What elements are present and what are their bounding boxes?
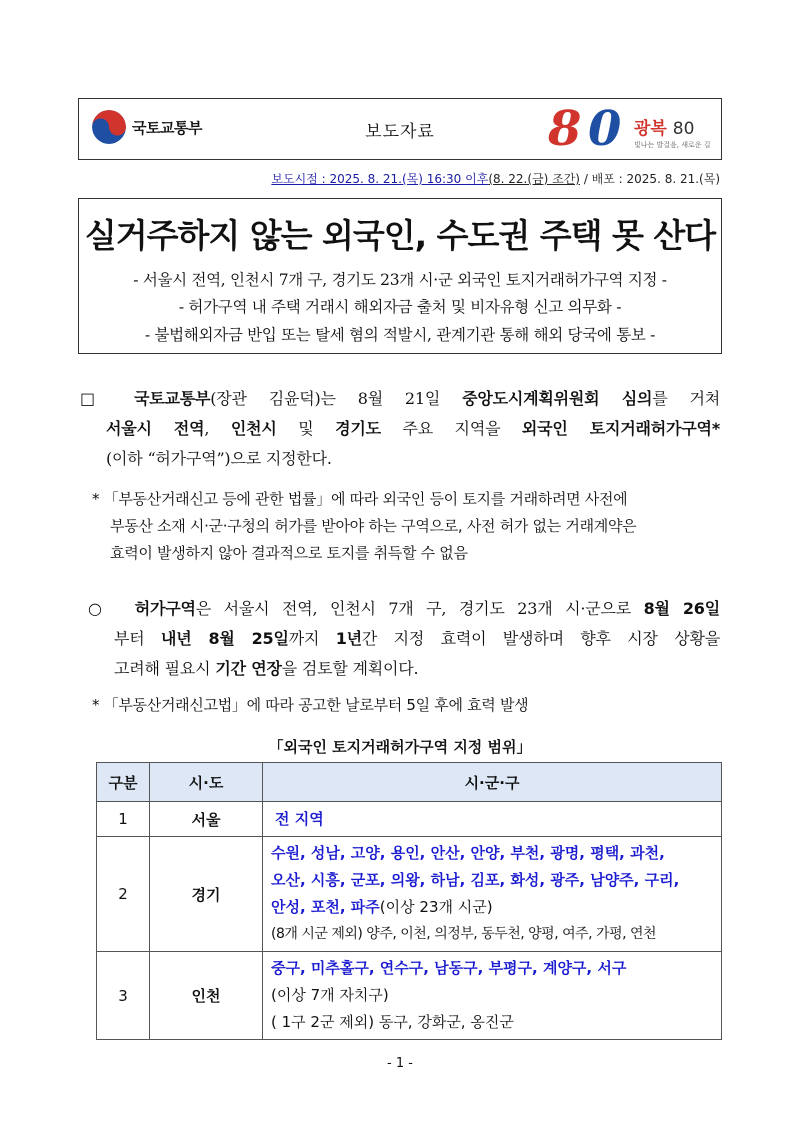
row-no: 1	[97, 802, 150, 837]
ministry-name: 국토교통부	[132, 118, 202, 137]
liberation-80-logo	[548, 100, 718, 158]
table-header-row	[97, 763, 722, 802]
logo-8-glyph: 8	[548, 101, 582, 157]
row-districts: 수원, 성남, 고양, 용인, 안산, 안양, 부천, 광명, 평택, 과천, 오산, 시흥, 군포, 의왕, 하남, 김포, 화성, 광주, 남양주, 구리, 안성, 포천, 파주(이상 23개 시군) (8개 시군 제외) 양주, 이천, 의정부, 동두천, 양평, 여주, 가평, 연천	[263, 837, 722, 952]
row-no: 3	[97, 952, 150, 1040]
subtitle-1: - 서울시 전역, 인천시 7개 구, 경기도 23개 시·군 외국인 토지거래허가구역 지정 -	[133, 271, 667, 289]
footnote-1: * 「부동산거래신고 등에 관한 법률」에 따라 외국인 등이 토지를 거래하려면 사전에 부동산 소재 시·군·구청의 허가를 받아야 하는 구역으로, 사전 허가 없는 거래계약은 효력이 발생하지 않아 결과적으로 토지를 취득할 수 없음	[92, 490, 637, 562]
page-number: - 1 -	[387, 1056, 413, 1071]
page-title: 실거주하지 않는 외국인, 수도권 주택 못 산다	[84, 216, 716, 255]
row-no: 2	[97, 837, 150, 952]
paragraph-1: □ 국토교통부(장관 김윤덕)는 8월 21일 중앙도시계획위원회 심의를 거쳐 서울시 전역, 인천시 및 경기도 주요 지역을 외국인 토지거래허가구역* (이하 “허가구역”)으로 지정한다.	[80, 389, 721, 468]
table-title: 「외국인 토지거래허가구역 지정 범위」	[268, 738, 532, 756]
anniversary-title: 광복 80	[634, 119, 695, 139]
table-row	[97, 952, 722, 1040]
table-row	[97, 802, 722, 837]
footnote-2: * 「부동산거래신고법」에 따라 공고한 날로부터 5일 후에 효력 발생	[92, 696, 529, 714]
subtitle-2: - 허가구역 내 주택 거래시 해외자금 출처 및 비자유형 신고 의무화 -	[178, 298, 622, 316]
subtitle-3: - 불법해외자금 반입 또는 탈세 혐의 적발시, 관계기관 통해 해외 당국에 통보 -	[144, 326, 656, 344]
paragraph-2: ○ 허가구역은 서울시 전역, 인천시 7개 구, 경기도 23개 시·군으로 8월 26일 부터 내년 8월 25일까지 1년간 지정 효력이 발생하며 향후 시장 상황을 고려해 필요시 기간 연장을 검토할 계획이다.	[88, 599, 720, 678]
header-districts: 시·군·구	[263, 763, 722, 802]
header-region: 시·도	[150, 763, 263, 802]
ministry-logo	[92, 110, 202, 144]
header-no: 구분	[97, 763, 150, 802]
row-districts: 중구, 미추홀구, 연수구, 남동구, 부평구, 계양구, 서구 (이상 7개 자치구) ( 1구 2군 제외) 동구, 강화군, 옹진군	[263, 952, 722, 1040]
zone-table	[96, 762, 722, 1040]
row-districts: 전 지역	[263, 802, 722, 837]
row-region: 서울	[150, 802, 263, 837]
row-region: 인천	[150, 952, 263, 1040]
anniversary-slogan: 빛나는 발걸음, 새로운 길	[634, 141, 711, 149]
logo-0-glyph: 0	[588, 101, 622, 157]
press-release-label: 보도자료	[365, 122, 435, 142]
taegeuk-icon	[92, 110, 126, 144]
release-time: 보도시점 : 2025. 8. 21.(목) 16:30 이후(8. 22.(금) 조간) / 배포 : 2025. 8. 21.(목)	[271, 172, 720, 186]
table-row	[97, 837, 722, 952]
row-region: 경기	[150, 837, 263, 952]
